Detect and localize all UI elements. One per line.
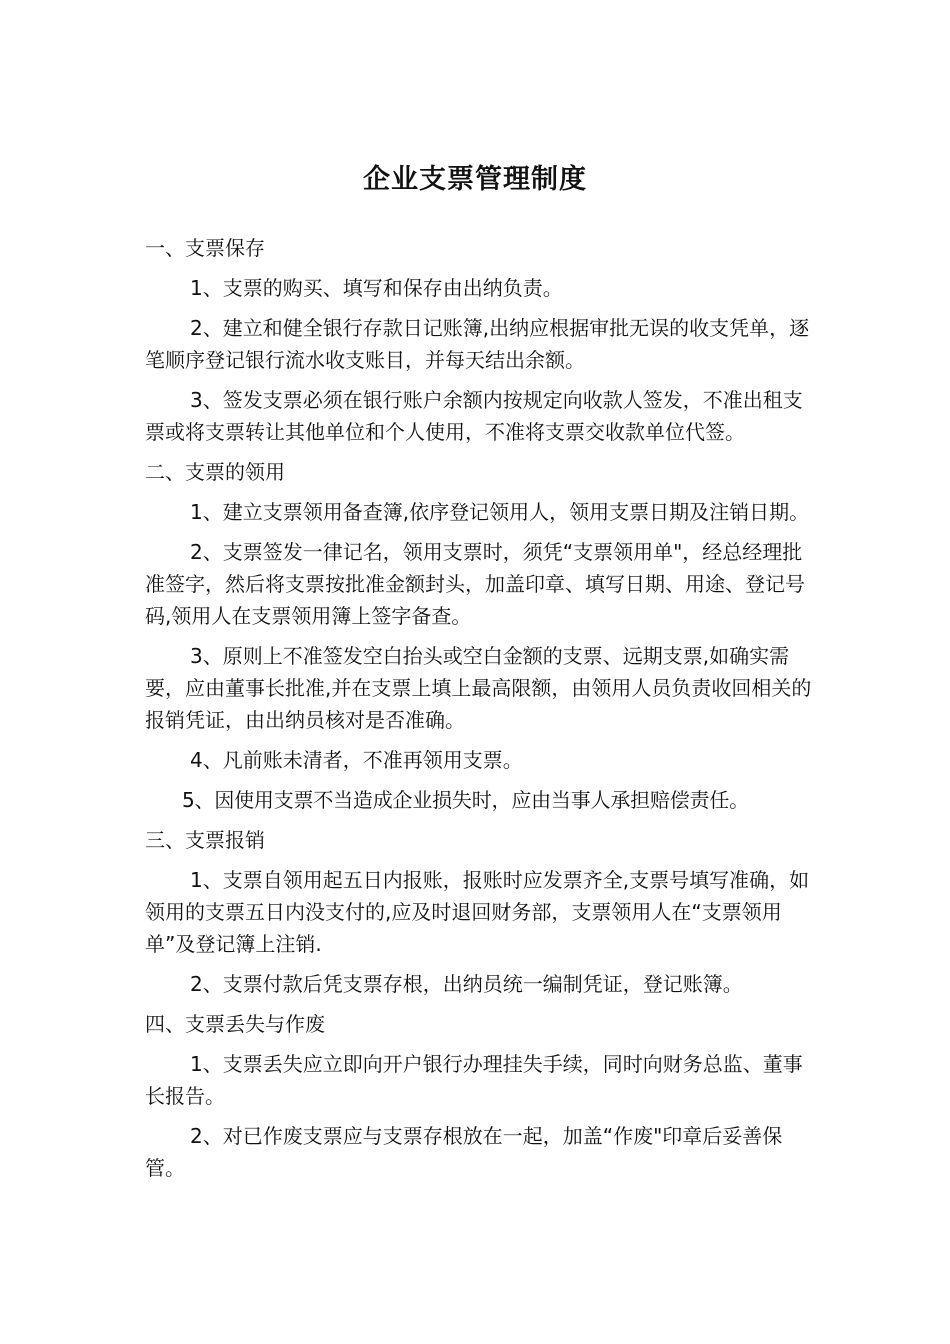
paragraph: 1、建立支票领用备查簿,依序登记领用人，领用支票日期及注销日期。 [190,500,810,524]
document-title: 企业支票管理制度 [363,164,587,195]
document-body [145,232,817,1192]
section-cheque-requisition [145,456,817,816]
section-heading: 一、支票保存 [145,236,265,260]
section-cheque-storage [145,232,817,448]
paragraph: 1、支票丢失应立即向开户银行办理挂失手续，同时向财务总监、董事长报告。 [145,1052,803,1108]
section-heading: 三、支票报销 [145,828,265,852]
paragraph: 1、支票自领用起五日内报账，报账时应发票齐全,支票号填写准确，如领用的支票五日内没支付的,应及时退回财务部，支票领用人在“支票领用单”及登记簿上注销. [145,868,810,956]
section-heading: 二、支票的领用 [145,460,285,484]
section-cheque-reimbursement [145,824,817,1000]
paragraph: 5、因使用支票不当造成企业损失时，应由当事人承担赔偿责任。 [182,788,749,812]
paragraph: 2、建立和健全银行存款日记账簿,出纳应根据审批无误的收支凭单，逐笔顺序登记银行流水收支账目，并每天结出余额。 [145,316,810,372]
section-cheque-loss-void [145,1008,817,1184]
paragraph: 3、签发支票必须在银行账户余额内按规定向收款人签发，不准出租支票或将支票转让其他单位和个人使用，不准将支票交收款单位代签。 [145,388,803,444]
paragraph: 2、对已作废支票应与支票存根放在一起，加盖“作废"印章后妥善保管。 [145,1124,783,1180]
section-heading: 四、支票丢失与作废 [145,1012,325,1036]
paragraph: 2、支票签发一律记名，领用支票时，须凭“支票领用单"，经总经理批准签字，然后将支票按批准金额封头，加盖印章、填写日期、用途、登记号码,领用人在支票领用簿上签字备查。 [145,540,805,628]
paragraph: 1、支票的购买、填写和保存由出纳负责。 [190,276,563,300]
paragraph: 3、原则上不准签发空白抬头或空白金额的支票、远期支票,如确实需要，应由董事长批准,并在支票上填上最高限额，由领用人员负责收回相关的报销凭证，由出纳员核对是否准确。 [145,644,812,732]
paragraph: 4、凡前账未清者，不准再领用支票。 [190,748,523,772]
paragraph: 2、支票付款后凭支票存根，出纳员统一编制凭证，登记账簿。 [190,972,743,996]
